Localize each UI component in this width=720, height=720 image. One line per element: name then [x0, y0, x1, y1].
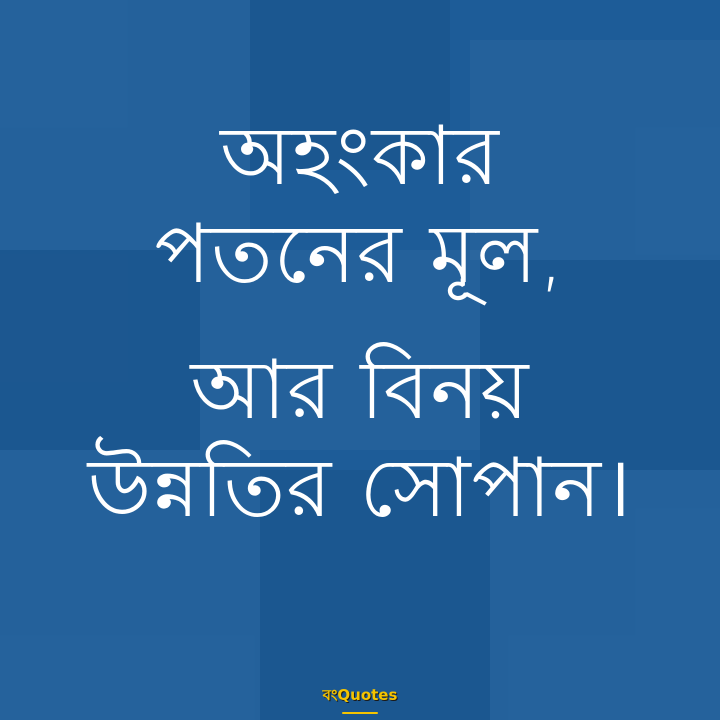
quote-line-2: পতনের মূল, [154, 207, 566, 302]
brand-logo [0, 684, 720, 714]
brand-underline [342, 712, 378, 714]
quote-line-3: আর বিনয় [190, 343, 530, 438]
quote-line-4: উন্নতির সোপান। [87, 441, 633, 536]
stanza-gap [0, 304, 720, 342]
quote-line-1: অহংকার [220, 109, 500, 204]
brand-name: বংQuotes [322, 686, 398, 704]
quote-text [0, 108, 720, 538]
